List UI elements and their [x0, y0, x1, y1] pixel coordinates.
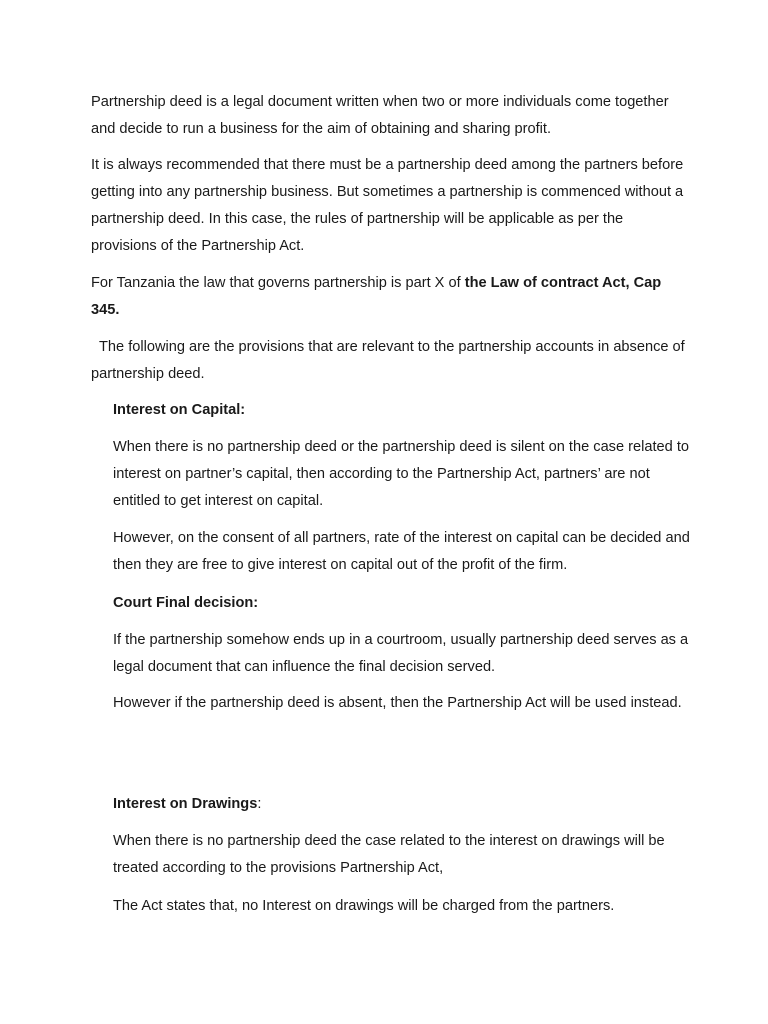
provisions-intro-text: The following are the provisions that are relevant to the partnership accounts in absence of partnership deed.: [91, 339, 685, 382]
capital-paragraph-2: However, on the consent of all partners, rate of the interest on capital can be decided and then they are free to give interest on capital out of the profit of the firm.: [113, 530, 690, 573]
court-paragraph-2: However if the partnership deed is absent, then the Partnership Act will be used instead.: [113, 695, 682, 711]
intro-paragraph-2: It is always recommended that there must be a partnership deed among the partners before getting into any partnership business. But sometimes a partnership is commenced without a partnership deed. In this case, the rules of partnership will be applicable as per the provisions of the Partnership Act.: [91, 157, 684, 254]
court-heading: Court Final decision:: [113, 595, 259, 611]
drawings-paragraph-2: The Act states that, no Interest on drawings will be charged from the partners.: [113, 898, 615, 914]
court-paragraph-1: If the partnership somehow ends up in a courtroom, usually partnership deed serves as a legal document that can influence the final decision served.: [113, 632, 689, 675]
intro-paragraph-3: [91, 270, 691, 324]
drawings-heading: Interest on Drawings:: [113, 796, 262, 812]
law-reference-text: For Tanzania the law that governs partnership is part X of: [91, 275, 465, 291]
capital-heading: Interest on Capital:: [113, 402, 246, 418]
law-reference-bold: the Law of contract Act, Cap 345.: [91, 275, 662, 318]
intro-paragraph-4: [91, 334, 691, 388]
intro-paragraph-1: Partnership deed is a legal document written when two or more individuals come together and decide to run a business for the aim of obtaining and sharing profit.: [91, 94, 669, 137]
drawings-paragraph-1: When there is no partnership deed the case related to the interest on drawings will be treated according to the provisions Partnership Act,: [113, 833, 665, 876]
capital-paragraph-1: When there is no partnership deed or the partnership deed is silent on the case related to interest on partner’s capital, then according to the Partnership Act, partners’ are not entitled to get interest on capital.: [113, 439, 689, 509]
